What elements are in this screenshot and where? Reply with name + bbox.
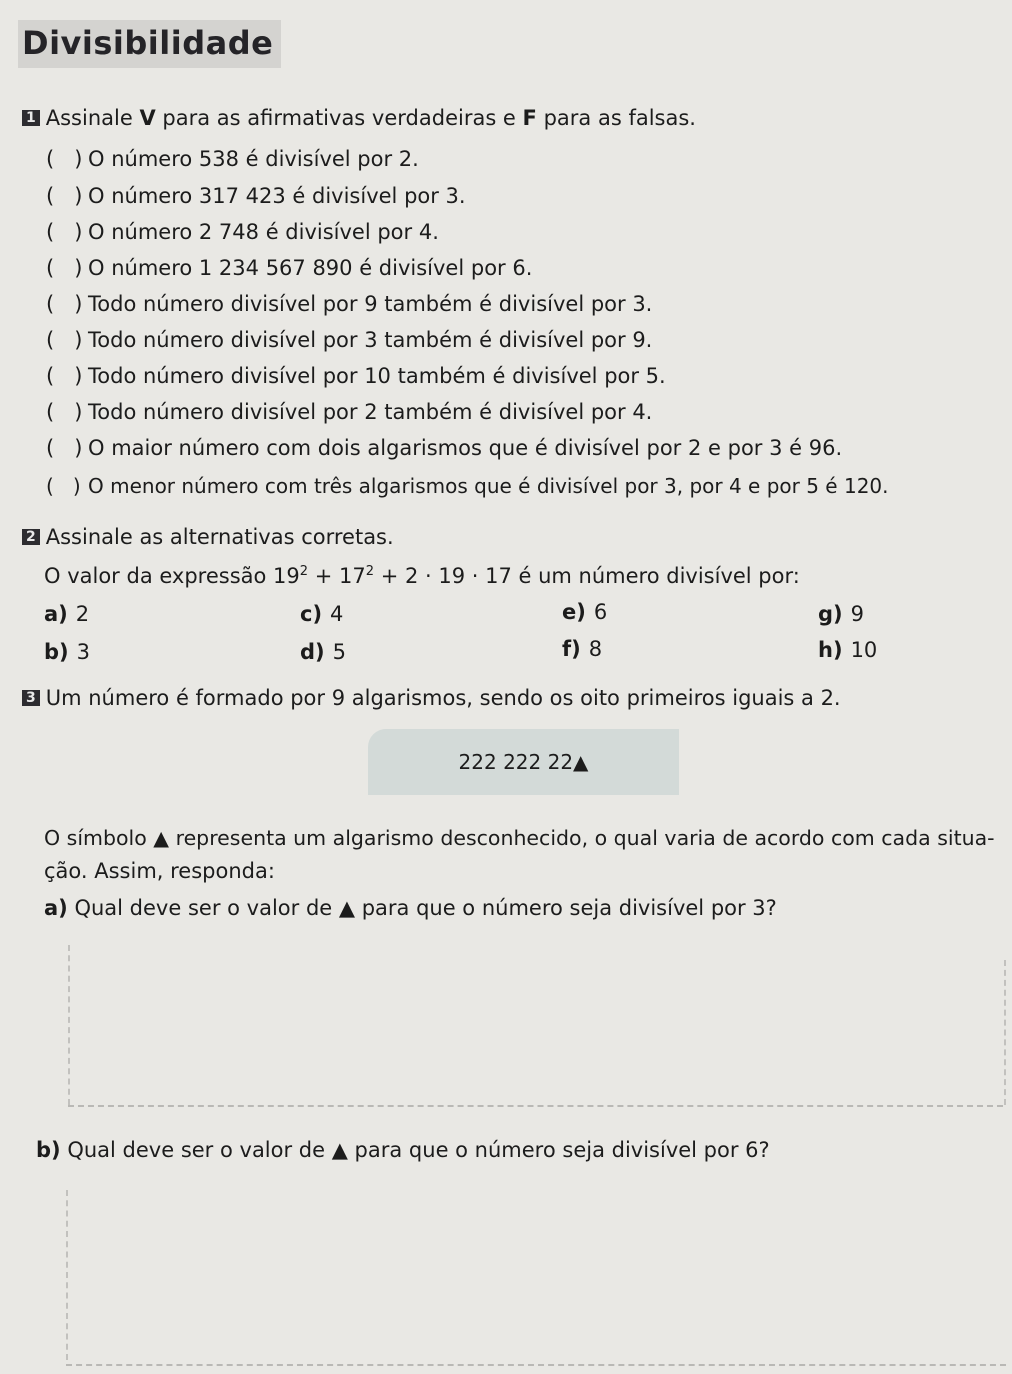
q2-option-g[interactable] [818, 602, 864, 626]
answer-box-b-left-edge [66, 1190, 68, 1360]
option-value: 3 [76, 640, 91, 664]
q3-part-b-letter: b) [36, 1138, 61, 1162]
q2-option-d[interactable] [300, 640, 346, 664]
q2-prompt-text: Assinale as alternativas corretas. [45, 525, 394, 549]
q1-item-2[interactable]: ( ) O número 317 423 é divisível por 3. [46, 184, 466, 208]
q1-number-badge: 1 [22, 110, 40, 126]
q1-item-7[interactable]: ( ) Todo número divisível por 10 também é divisível por 5. [46, 364, 666, 388]
q3-prompt-text: Um número é formado por 9 algarismos, sendo os oito primeiros iguais a 2. [45, 686, 841, 710]
option-letter: a) [44, 602, 68, 626]
q1-prompt-post: para as falsas. [536, 106, 696, 130]
q1-item-4[interactable]: ( ) O número 1 234 567 890 é divisível por 6. [46, 256, 533, 280]
q1-prompt-v: V [139, 106, 156, 130]
q3-part-b-text: Qual deve ser o valor de ▲ para que o número seja divisível por 6? [67, 1138, 770, 1162]
q2-expr-rest: + 2 · 19 · 17 [374, 564, 512, 588]
q2-base-1: 19 [273, 564, 300, 588]
q2-plus: + [308, 564, 340, 588]
q1-item-5[interactable]: ( ) Todo número divisível por 9 também é divisível por 3. [46, 292, 653, 316]
option-value: 8 [588, 637, 603, 661]
q1-item-text: O número 317 423 é divisível por 3. [88, 184, 466, 208]
q3-number-display: 222 222 22▲ [458, 750, 589, 774]
q1-prompt-pre: Assinale [45, 106, 140, 130]
q1-item-text: O número 1 234 567 890 é divisível por 6. [88, 256, 533, 280]
q1-item-text: Todo número divisível por 9 também é divisível por 3. [88, 292, 653, 316]
option-value: 5 [332, 640, 347, 664]
option-letter: g) [818, 602, 843, 626]
option-value: 9 [850, 602, 865, 626]
q3-part-a-letter: a) [44, 896, 68, 920]
q2-expr-post: é um número divisível por: [511, 564, 800, 588]
q1-prompt [22, 106, 696, 130]
q3-number-badge: 3 [22, 690, 40, 706]
option-letter: d) [300, 640, 325, 664]
title-banner [18, 20, 281, 68]
q1-item-8[interactable]: ( ) Todo número divisível por 2 também é divisível por 4. [46, 400, 653, 424]
q2-option-f[interactable] [562, 637, 602, 661]
q2-number-badge: 2 [22, 529, 40, 545]
q1-item-text: O menor número com três algarismos que é divisível por 3, por 4 e por 5 é 120. [88, 474, 889, 498]
q1-prompt-mid: para as afirmativas verdadeiras e [155, 106, 523, 130]
q1-item-6[interactable]: ( ) Todo número divisível por 3 também é divisível por 9. [46, 328, 653, 352]
q1-prompt-f: F [522, 106, 537, 130]
q3-part-a [44, 896, 777, 920]
q2-option-e[interactable] [562, 600, 607, 624]
q3-text-line-2: ção. Assim, responda: [44, 859, 275, 883]
q1-item-1[interactable]: ( ) O número 538 é divisível por 2. [46, 147, 419, 171]
option-value: 6 [593, 600, 608, 624]
q2-prompt [22, 525, 394, 549]
q1-item-10[interactable]: ( ) O menor número com três algarismos que é divisível por 3, por 4 e por 5 é 120. [46, 474, 889, 498]
q3-part-a-text: Qual deve ser o valor de ▲ para que o número seja divisível por 3? [74, 896, 777, 920]
q1-item-9[interactable]: ( ) O maior número com dois algarismos que é divisível por 2 e por 3 é 96. [46, 436, 843, 460]
q2-option-a[interactable] [44, 602, 89, 626]
q1-item-text: O maior número com dois algarismos que é divisível por 2 e por 3 é 96. [88, 436, 843, 460]
option-letter: b) [44, 640, 69, 664]
q2-option-c[interactable] [300, 602, 343, 626]
answer-box-a-right-edge [1004, 960, 1006, 1105]
q3-prompt [22, 686, 841, 710]
option-value: 4 [330, 602, 344, 626]
option-value: 2 [75, 602, 90, 626]
option-value: 10 [850, 638, 878, 662]
q2-base-2: 17 [339, 564, 366, 588]
q1-item-text: Todo número divisível por 3 também é divisível por 9. [88, 328, 653, 352]
q3-part-b [36, 1138, 770, 1162]
option-letter: e) [562, 600, 586, 624]
option-letter: c) [300, 602, 323, 626]
q2-expression [44, 564, 800, 588]
answer-box-a-bottom-edge [68, 1105, 1003, 1107]
option-letter: f) [562, 637, 581, 661]
page-title: Divisibilidade [22, 24, 274, 62]
answer-box-b-bottom-edge [66, 1364, 1006, 1366]
answer-box-a-left-edge [68, 945, 70, 1105]
option-letter: h) [818, 638, 843, 662]
q2-exp-1: 2 [299, 564, 309, 579]
q2-expr-pre: O valor da expressão [44, 564, 274, 588]
q1-item-text: O número 538 é divisível por 2. [88, 147, 419, 171]
q2-exp-2: 2 [365, 564, 375, 579]
q2-option-h[interactable] [818, 638, 877, 662]
q3-text-line-1: O símbolo ▲ representa um algarismo desconhecido, o qual varia de acordo com cada situa- [44, 826, 995, 850]
q1-item-text: Todo número divisível por 2 também é divisível por 4. [88, 400, 653, 424]
q1-item-3[interactable]: ( ) O número 2 748 é divisível por 4. [46, 220, 439, 244]
q2-option-b[interactable] [44, 640, 90, 664]
q1-item-text: Todo número divisível por 10 também é divisível por 5. [88, 364, 666, 388]
q3-number-box [368, 729, 679, 795]
q1-item-text: O número 2 748 é divisível por 4. [88, 220, 439, 244]
